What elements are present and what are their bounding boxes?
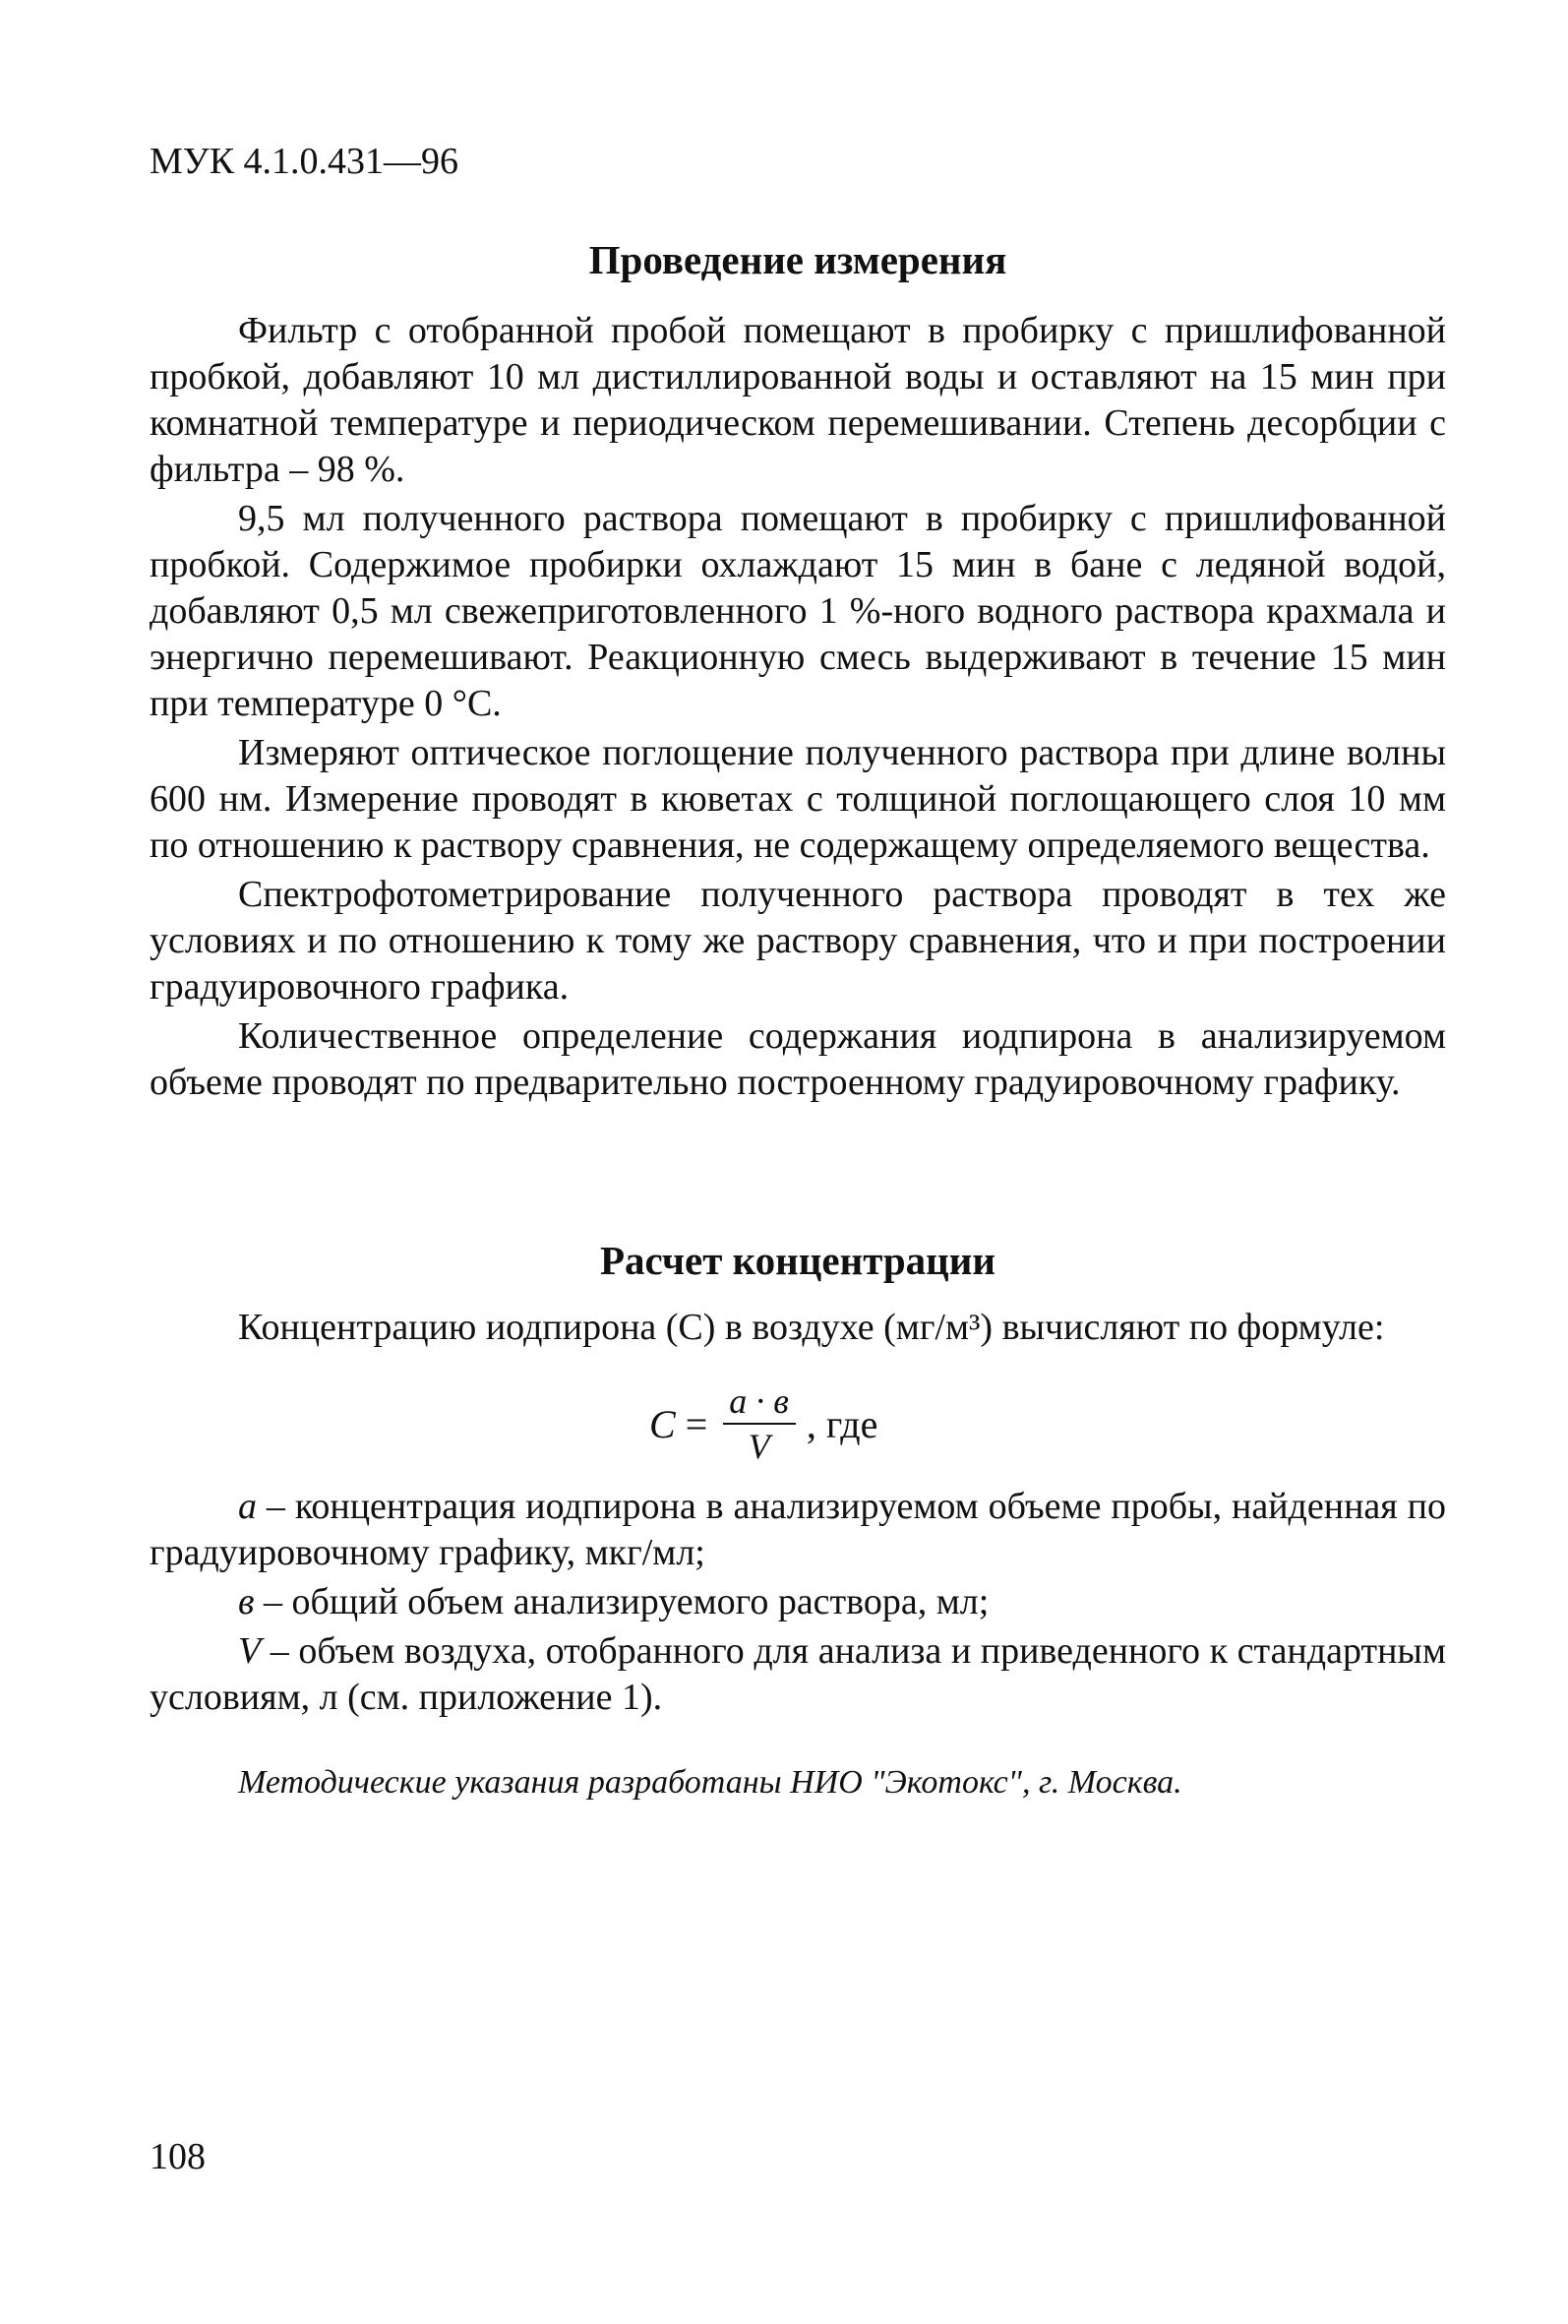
authors-credit: Методические указания разработаны НИО "Экотокс", г. Москва. bbox=[238, 1764, 1182, 1801]
definition-item bbox=[150, 1628, 1446, 1721]
formula-fraction bbox=[721, 1379, 797, 1468]
section-heading-measurement: Проведение измерения bbox=[588, 237, 1007, 282]
definition-text: – объем воздуха, отобранного для анализа и приведенного к стандартным условиям, л (см. приложение 1). bbox=[150, 1630, 1446, 1718]
paragraph: Спектрофотометрирование полученного раствора проводят в тех же условиях и по отношению к тому же раствору сравнения, что и при построении градуировочного графика. bbox=[150, 874, 1446, 1008]
formula-equals: = bbox=[685, 1401, 708, 1446]
definition-symbol: V bbox=[238, 1630, 262, 1672]
measurement-section bbox=[150, 308, 1446, 1109]
formula-denominator: V bbox=[748, 1427, 770, 1466]
definition-symbol: а bbox=[238, 1486, 257, 1527]
definitions-list bbox=[150, 1484, 1446, 1724]
definition-item bbox=[150, 1484, 1446, 1576]
page-number: 108 bbox=[150, 2136, 206, 2177]
definition-text: – общий объем анализируемого раствора, мл; bbox=[254, 1581, 990, 1622]
formula-suffix: , где bbox=[806, 1401, 878, 1446]
paragraph: 9,5 мл полученного раствора помещают в пробирку с пришлифованной пробкой. Содержимое пробирки охлаждают 15 мин в бане с ледяной водой, добавляют 0,5 мл свежеприготовленного 1 %-ного водного раствора крахмала и энергично перемешивают. Реакционную смесь выдерживают в течение 15 мин при температуре 0 °С. bbox=[150, 498, 1446, 724]
definition-symbol: в bbox=[238, 1581, 255, 1622]
section-heading-calculation: Расчет концентрации bbox=[599, 1238, 996, 1283]
formula-intro: Концентрацию иодпирона (С) в воздухе (мг/м³) вычисляют по формуле: bbox=[238, 1307, 1385, 1348]
formula-numerator: а · в bbox=[729, 1381, 789, 1421]
document-code: МУК 4.1.0.431—96 bbox=[150, 141, 459, 182]
paragraph: Измеряют оптическое поглощение полученного раствора при длине волны 600 нм. Измерение проводят в кюветах с толщиной поглощающего слоя 10 мм по отношению к раствору сравнения, не содержащему определяемого вещества. bbox=[150, 732, 1446, 866]
paragraph: Количественное определение содержания иодпирона в анализируемом объеме проводят по предварительно построенному градуировочному графику. bbox=[150, 1015, 1446, 1103]
paragraph: Фильтр с отобранной пробой помещают в пробирку с пришлифованной пробкой, добавляют 10 мл дистиллированной воды и оставляют на 15 мин при комнатной температуре и периодическом перемешивании. Степень десорбции с фильтра – 98 %. bbox=[150, 310, 1446, 490]
definition-text: – концентрация иодпирона в анализируемом объеме пробы, найденная по градуировочному графику, мкг/мл; bbox=[150, 1486, 1446, 1573]
concentration-formula bbox=[649, 1370, 877, 1478]
formula-lhs: С bbox=[649, 1401, 676, 1446]
definition-item bbox=[150, 1579, 1446, 1625]
